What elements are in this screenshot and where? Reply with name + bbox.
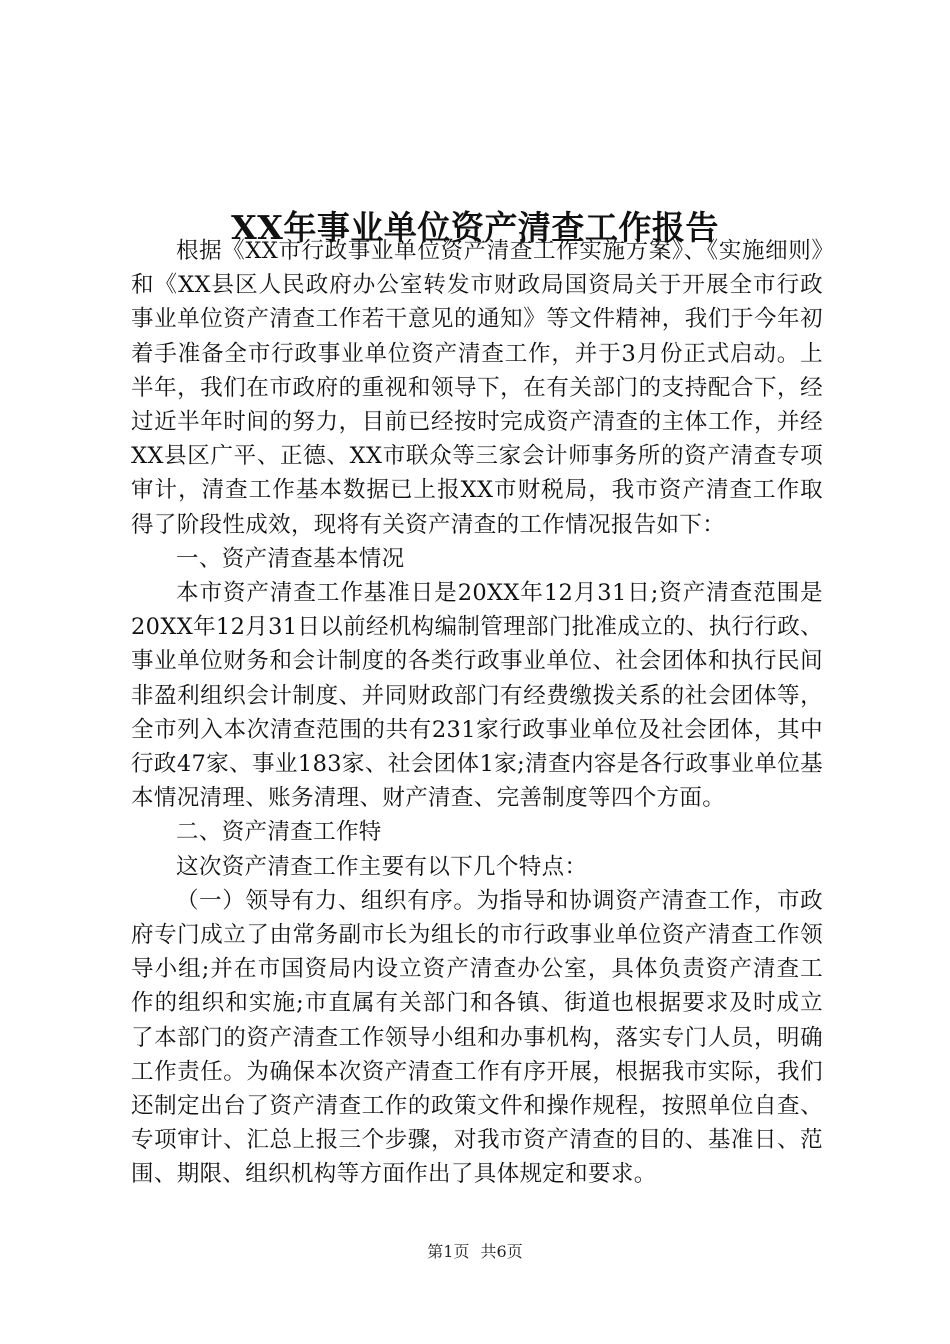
page-total: 共6页	[480, 1242, 523, 1261]
section-heading-2: 二、资产清查工作特	[176, 819, 382, 846]
section-1-paragraph: 本市资产清查工作基准日是20XX年12月31日;资产清查范围是20XX年12月31日以前经机构编制管理部门批准成立的、执行行政、事业单位财务和会计制度的各类行政事业单位、社会团体和执行民间非盈利组织会计制度、并同财政部门有经费缴拨关系的社会团体等，全市列入本次清查范围的共有231家行政事业单位及社会团体，其中行政47家、事业183家、社会团体1家;清查内容是各行政事业单位基本情况清理、账务清理、财产清查、完善制度等四个方面。	[131, 580, 823, 812]
feature-1-paragraph: （一）领导有力、组织有序。为指导和协调资产清查工作，市政府专门成立了由常务副市长为组长的市行政事业单位资产清查工作领导小组;并在市国资局内设立资产清查办公室，具体负责资产清查工作的组织和实施;市直属有关部门和各镇、街道也根据要求及时成立了本部门的资产清查工作领导小组和办事机构，落实专门人员，明确工作责任。为确保本次资产清查工作有序开展，根据我市实际，我们还制定出台了资产清查工作的政策文件和操作规程，按照单位自查、专项审计、汇总上报三个步骤，对我市资产清查的目的、基准日、范围、期限、组织机构等方面作出了具体规定和要求。	[131, 887, 823, 1188]
section-2-intro: 这次资产清查工作主要有以下几个特点：	[176, 853, 588, 880]
page-number: 第1页	[427, 1242, 470, 1261]
page-footer	[0, 1241, 950, 1263]
section-heading-1: 一、资产清查基本情况	[176, 545, 405, 572]
intro-paragraph: 根据《XX市行政事业单位资产清查工作实施方案》、《实施细则》和《XX县区人民政府办公室转发市财政局国资局关于开展全市行政事业单位资产清查工作若干意见的通知》等文件精神，我们于今年初着手准备全市行政事业单位资产清查工作，并于3月份正式启动。上半年，我们在市政府的重视和领导下，在有关部门的支持配合下，经过近半年时间的努力，目前已经按时完成资产清查的主体工作，并经XX县区广平、正德、XX市联众等三家会计师事务所的资产清查专项审计，清查工作基本数据已上报XX市财税局，我市资产清查工作取得了阶段性成效，现将有关资产清查的工作情况报告如下：	[131, 238, 823, 538]
document-title: XX年事业单位资产清查工作报告	[231, 208, 719, 248]
document-body	[131, 234, 823, 1192]
